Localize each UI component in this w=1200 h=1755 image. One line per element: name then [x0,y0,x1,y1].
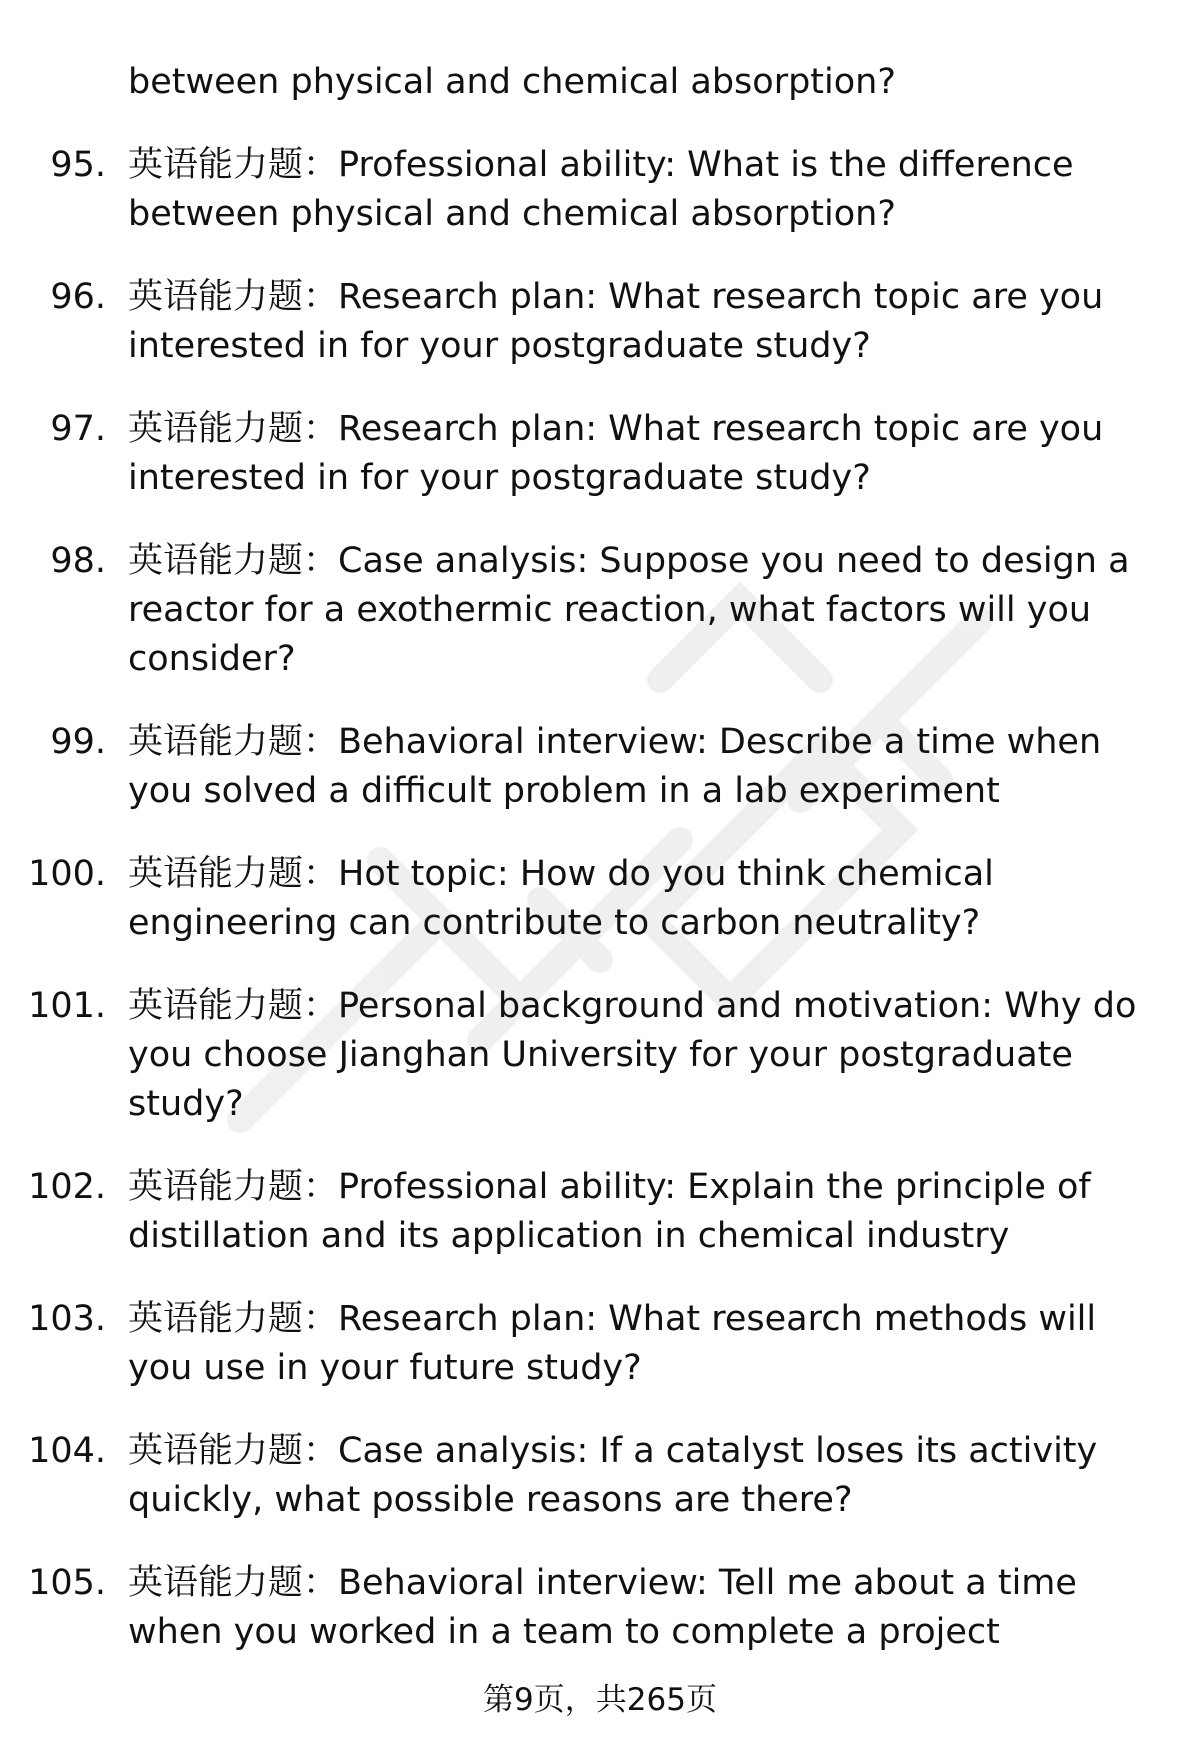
question-number: 97. [50,409,106,449]
question-label: 英语能力题： [128,986,339,1026]
question-label: 英语能力题： [128,1563,339,1603]
question-text: Case analysis: If a catalyst loses its activity quickly, what possible reasons are there? [128,1431,1098,1520]
question-item [0,1427,1200,1525]
page-footer: 第9页，共265页 [483,1682,717,1718]
question-item [0,405,1200,503]
question-number: 98. [50,541,106,581]
question-label: 英语能力题： [128,854,339,894]
question-body [128,141,1168,239]
question-label: 英语能力题： [128,1167,339,1207]
question-item [0,141,1200,239]
question-body [128,1427,1168,1525]
question-text: Research plan: What research topic are you interested in for your postgraduate study? [128,277,1104,366]
question-item [0,850,1200,948]
question-item [0,718,1200,816]
question-text: Behavioral interview: Tell me about a time when you worked in a team to complete a project [128,1563,1077,1652]
question-item [0,1295,1200,1393]
question-body [128,1163,1168,1261]
question-item [0,537,1200,684]
question-label: 英语能力题： [128,541,339,581]
question-text: Professional ability: What is the difference between physical and chemical absorption? [128,145,1074,234]
question-label: 英语能力题： [128,1299,339,1339]
question-number: 101. [28,986,106,1026]
question-label: 英语能力题： [128,277,339,317]
question-label: 英语能力题： [128,145,339,185]
question-text: Personal background and motivation: Why do you choose Jianghan University for your postgraduate study? [128,986,1137,1124]
question-body [128,982,1168,1129]
question-list [0,141,1200,1691]
continuation-text: between physical and chemical absorption? [128,62,896,102]
question-text: Professional ability: Explain the principle of distillation and its application in chemical industry [128,1167,1091,1256]
question-item [0,273,1200,371]
question-body [128,537,1168,684]
question-number: 102. [28,1167,106,1207]
question-text: Research plan: What research topic are you interested in for your postgraduate study? [128,409,1104,498]
question-body [128,273,1168,371]
question-label: 英语能力题： [128,409,339,449]
question-text: Research plan: What research methods will you use in your future study? [128,1299,1097,1388]
question-number: 105. [28,1563,106,1603]
question-text: Case analysis: Suppose you need to design a reactor for a exothermic reaction, what factors will you consider? [128,541,1130,679]
question-number: 95. [50,145,106,185]
question-number: 99. [50,722,106,762]
question-number: 104. [28,1431,106,1471]
question-number: 100. [28,854,106,894]
question-body [128,1559,1168,1657]
question-label: 英语能力题： [128,722,339,762]
question-item [0,1163,1200,1261]
question-body [128,405,1168,503]
question-item [0,1559,1200,1657]
question-text: Behavioral interview: Describe a time when you solved a difficult problem in a lab experiment [128,722,1102,811]
question-number: 96. [50,277,106,317]
question-text: Hot topic: How do you think chemical engineering can contribute to carbon neutrality? [128,854,994,943]
question-body [128,718,1168,816]
question-number: 103. [28,1299,106,1339]
question-body [128,850,1168,948]
question-item [0,982,1200,1129]
question-label: 英语能力题： [128,1431,339,1471]
question-body [128,1295,1168,1393]
